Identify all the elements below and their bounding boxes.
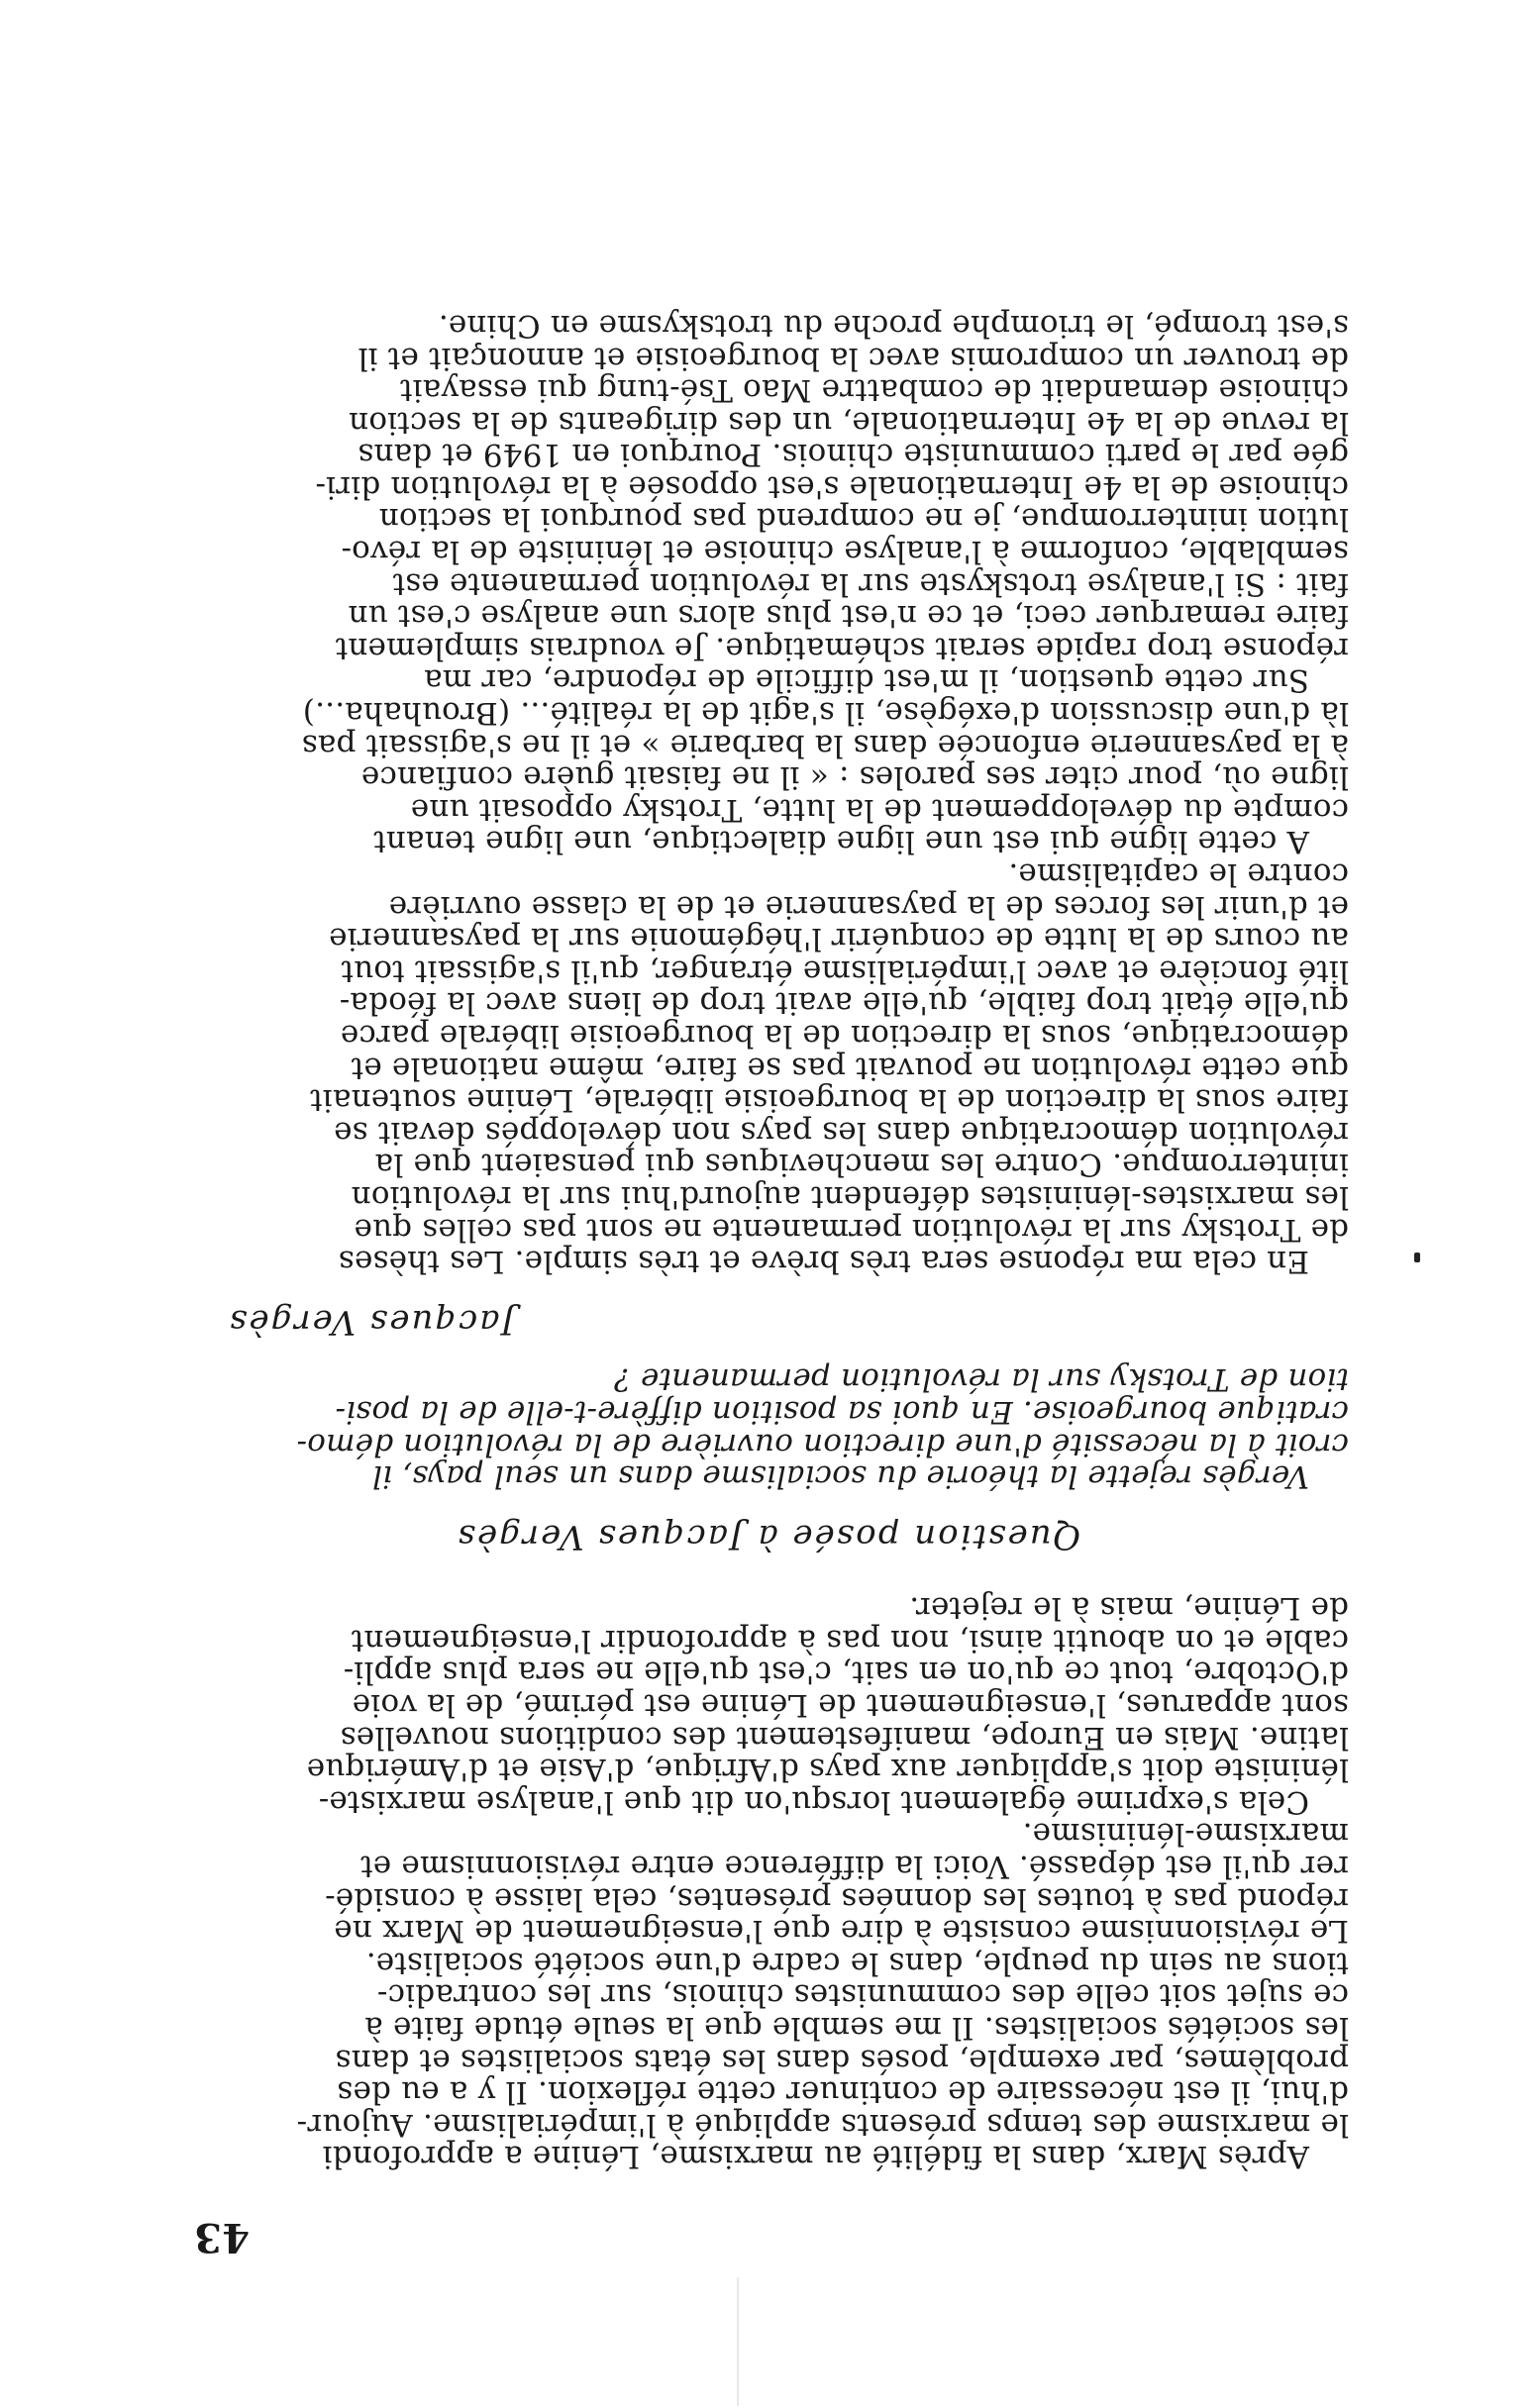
rotated-text-block <box>188 139 1349 2260</box>
margin-mark <box>1414 1253 1420 1262</box>
paragraph: Cela s'exprime également lorsqu'on dit que l'analyse marxiste- léniniste doit s'appliquer aux pays d'Afrique, d'Asie et d'Amérique latine. Mais en Europe, manifestement des conditions nouvelles sont apparues, l'enseignement de Lénine est périmé, de la voie d'Octobre, tout ce qu'on en sait, c'est qu'elle ne sera plus appli- cable et on aboutit ainsi, non pas à approfondir l'enseignement de Lénine, mais à le rejeter. <box>306 1590 1349 1820</box>
paragraph: Après Marx, dans la fidélité au marxisme, Lénine a approfondi le marxisme des temps présents appliqué à l'impérialisme. Aujour- d'hui, il est nécessaire de continuer cette réflexion. Il y a eu des problèmes, par exemple, posés dans les états socialistes et dans les sociétés socialistes. Il me semble que la seule étude faite à ce sujet soit celle des communistes chinois, sur les contradic- tions au sein du peuple, dans le cadre d'une société socialiste. Le révisionnisme consiste à dire que l'enseignement de Marx ne répond pas à toutes les données présentes, cela laisse à considé- rer qu'il est dépassé. Voici la différence entre révisionnisme et marxisme-léninisme. <box>296 1816 1349 2175</box>
question-text: Vergès rejette la théorie du socialisme dans un seul pays, il croit à la nécessité d'une direction ouvrière de la révolution démo- cratique bourgeoise. En quoi sa position diffère-t-elle de la posi- tion de Trotsky sur la révolution permanente ? <box>296 1361 1349 1495</box>
paragraph: En cela ma réponse sera très brève et très simple. Les thèses de Trotsky sur la révolution permanente ne sont pas celles que les marxistes-léninistes défendent aujourd'hui sur la révolution ininterrompue. Contre les mencheviques qui pensaient que la révolution démocratique dans les pays non développés devait se faire sous la direction de la bourgeoisie libérale, Lénine soutenait que cette révolution ne pouvait pas se faire, même nationale et démocratique, sous la direction de la bourgeoisie libérale parce qu'elle était trop faible, qu'elle avait trop de liens avec la féoda- lité foncière et avec l'impérialisme étranger, qu'il s'agissait tout au cours de la lutte de conquérir l'hégémonie sur la paysannerie et d'unir les forces de la paysannerie et de la classe ouvrière contre le capitalisme. <box>310 856 1349 1280</box>
paragraph: A cette ligne qui est une ligne dialectique, une ligne tenant compte du développement de la lutte, Trotsky opposait une ligne où, pour citer ses paroles : « il ne faisait guère confiance à la paysannerie enfoncée dans la barbarie » et il ne s'agissait pas là d'une discussion d'exégèse, il s'agit de la réalité... (Brouhaha...) <box>301 695 1349 860</box>
speaker-heading: Jacques Vergès <box>228 1301 516 1342</box>
paragraph: Sur cette question, il m'est difficile de répondre, car ma réponse trop rapide serait schématique. Je voudrais simplement faire remarquer ceci, et ce n'est plus alors une analyse c'est un fait : Si l'analyse trotskyste sur la révolution permanente est semblable, conforme à l'analyse chinoise et léniniste de la révo- lution ininterrompue, je ne comprend pas pourquoi la section chinoise de la 4e Internationale s'est opposée à la révolution diri- gée par le parti communiste chinois. Pourquoi en 1949 et dans la revue de la 4e Internationale, un des dirigeants de la section chinoise demandait de combattre Mao Tsé-tung qui essayait de trouver un compromis avec la bourgeoisie et annonçait et il s'est trompé, le triomphe proche du trotskysme en Chine. <box>315 307 1349 699</box>
page-number: 43 <box>194 2214 251 2260</box>
scan-artifact <box>737 2277 739 2406</box>
question-heading: Question posée à Jacques Vergès <box>456 1516 1081 1556</box>
